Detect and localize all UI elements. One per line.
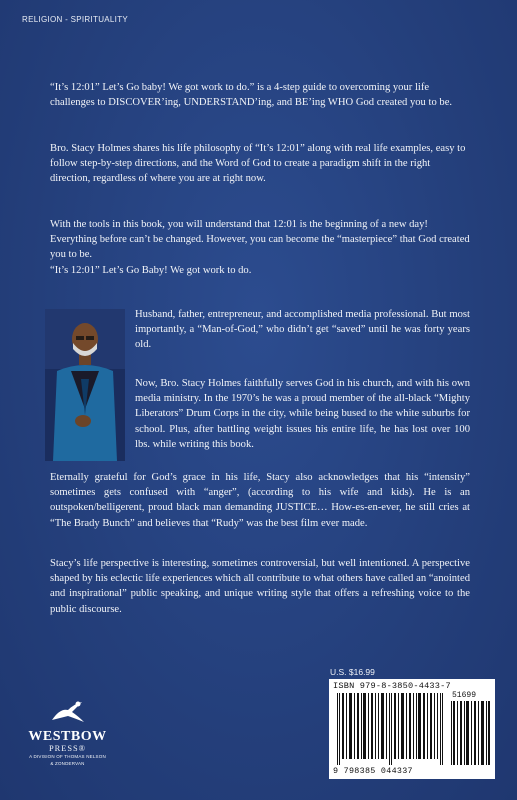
bio-paragraph-1: Husband, father, entrepreneur, and accomplished media professional. But most importantly, a “Man-of-God,” who didn’t get “saved” until he was forty years old. xyxy=(135,309,470,351)
isbn-text: ISBN 979-8-3850-4433-7 xyxy=(333,681,451,691)
runner-icon xyxy=(48,700,88,724)
publisher-logo xyxy=(20,700,115,767)
intro-paragraph-1: “It’s 12:01” Let’s Go baby! We got work to do.” is a 4-step guide to overcoming your life challenges to DISCOVER’ing, UNDERSTAND’ing, and BE’ing WHO God created you to be. xyxy=(50,82,453,109)
bio-paragraph-4: Stacy’s life perspective is interesting, sometimes controversial, but well intentioned. A perspective shaped by his eclectic life experiences which all contribute to what others have called an “anointed and inspirational” public speaking, and unique writing style that offers a refreshing voice to the public discourse. xyxy=(50,558,470,615)
publisher-line-2: & ZONDERVAN xyxy=(50,761,85,766)
intro-paragraph-4: “It’s 12:01” Let’s Go Baby! We got work to do. xyxy=(50,265,252,276)
intro-paragraph-2: Bro. Stacy Holmes shares his life philosophy of “It’s 12:01” along with real life examples, easy to follow step-by-step directions, and the Word of God to create a paradigm shift in the right direction, regardless of where you are at right now. xyxy=(50,143,466,185)
ean-number: 9 798385 044337 xyxy=(333,766,413,776)
barcode-bars xyxy=(335,693,447,765)
category-label: RELIGION - SPIRITUALITY xyxy=(22,15,129,24)
price-label: U.S. $16.99 xyxy=(330,667,375,677)
publisher-line-1: A DIVISION OF THOMAS NELSON xyxy=(29,754,106,759)
barcode xyxy=(329,679,495,779)
addon-number: 51699 xyxy=(452,691,477,700)
intro-paragraph-3: With the tools in this book, you will understand that 12:01 is the beginning of a new day! Everything before can’t be changed. However, you can become the “masterpiece” that God created you to be. xyxy=(50,219,470,261)
publisher-sub: PRESS® xyxy=(48,744,87,753)
addon-bars xyxy=(451,701,491,765)
author-photo xyxy=(45,309,125,461)
bio-paragraph-2: Now, Bro. Stacy Holmes faithfully serves God in his church, and with his own media ministry. In the 1970’s he was a proud member of the all-black “Mighty Liberators” Drum Corps in the city, while being bused to the white suburbs for school. Plus, after battling weight issues his entire life, he has lost over 100 lbs. while writing this book. xyxy=(135,378,470,450)
bio-paragraph-3: Eternally grateful for God’s grace in his life, Stacy also acknowledges that his “intensity” sometimes gets confused with “anger”, (according to his wife and kids). He is an outspoken/belligerent, proud black man demanding JUSTICE… How-es-en-ever, he still cries at “The Brady Bunch” and believes that “Rudy” was the best film ever made. xyxy=(50,472,470,529)
publisher-name: WESTBOW xyxy=(28,729,107,744)
